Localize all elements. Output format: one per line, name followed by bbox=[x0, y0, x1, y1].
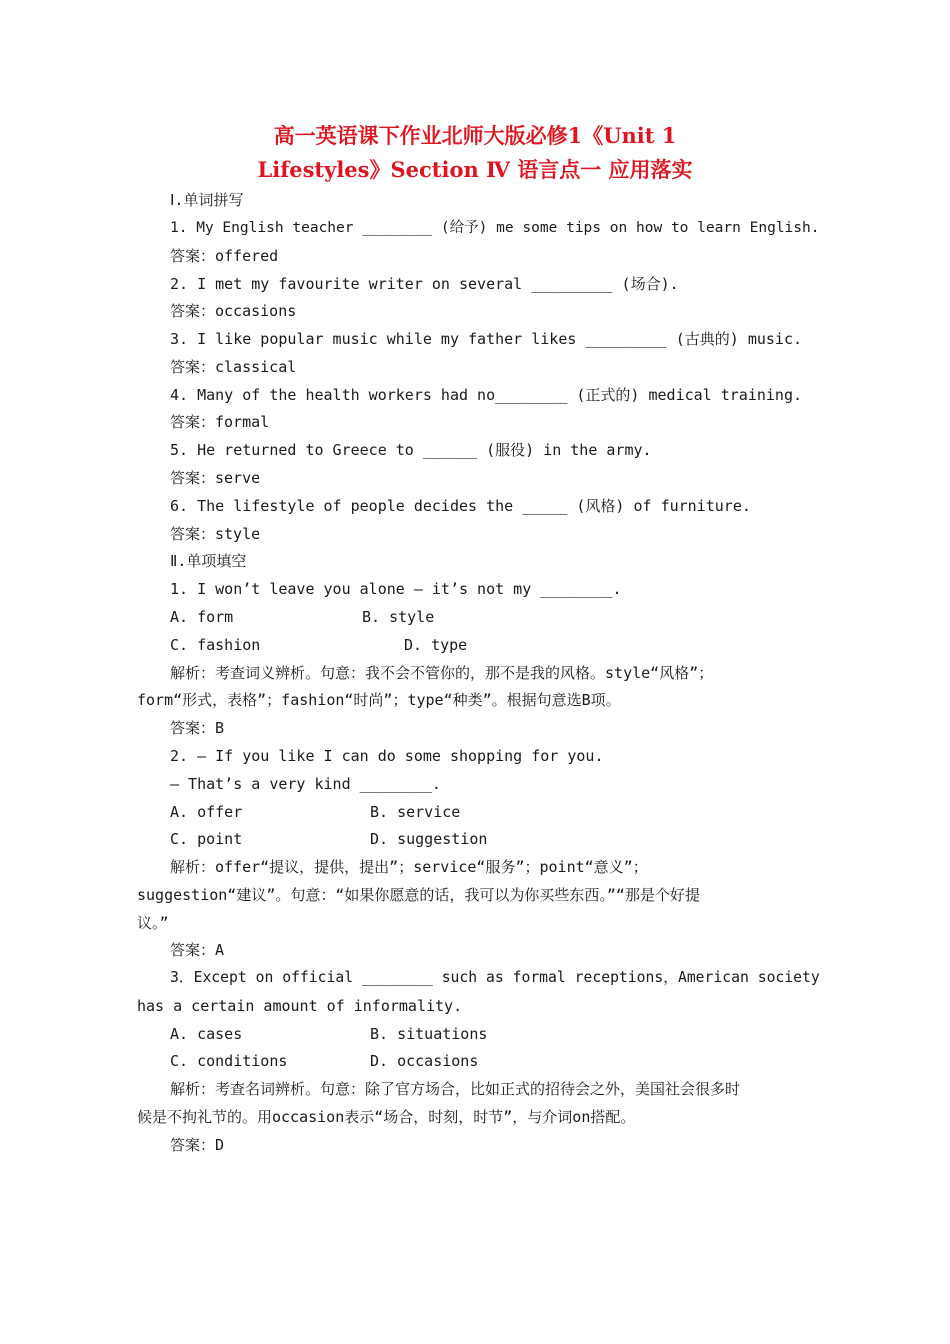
document-title-line1: 高一英语课下作业北师大版必修1《Unit 1 bbox=[273, 123, 677, 148]
s1-a2: 答案：occasions bbox=[170, 302, 297, 320]
s2-q3-answer: 答案：D bbox=[170, 1136, 225, 1154]
s2-q1-option-b: B. style bbox=[362, 608, 435, 626]
s1-q1: 1. My English teacher ________ (给予) me some tips on how to learn English. bbox=[170, 220, 820, 236]
s1-a1: 答案：offered bbox=[170, 247, 279, 265]
s2-q2-explanation-3: 议。” bbox=[137, 914, 169, 932]
s1-q6: 6. The lifestyle of people decides the _____ (风格) of furniture. bbox=[170, 497, 751, 515]
s1-a6: 答案：style bbox=[170, 525, 261, 543]
s2-q1-stem: 1. I won’t leave you alone — it’s not my ________. bbox=[170, 580, 622, 598]
s2-q3-explanation-2: 候是不拘礼节的。用occasion表示“场合，时刻，时节”，与介词on搭配。 bbox=[137, 1108, 636, 1126]
s2-q2-option-d: D. suggestion bbox=[370, 830, 488, 848]
s2-q2-explanation-1: 解析：offer“提议，提供，提出”；service“服务”；point“意义”； bbox=[170, 858, 648, 876]
s2-q2-stem-1: 2. — If you like I can do some shopping for you. bbox=[170, 747, 604, 765]
s2-q1-option-d: D. type bbox=[404, 636, 468, 654]
s1-a5: 答案：serve bbox=[170, 469, 261, 487]
s2-q2-option-c: C. point bbox=[170, 830, 243, 848]
s1-q2: 2. I met my favourite writer on several _________ (场合). bbox=[170, 275, 679, 293]
s1-a4: 答案：formal bbox=[170, 413, 270, 431]
s1-a3: 答案：classical bbox=[170, 358, 297, 376]
s2-q1-option-a: A. form bbox=[170, 608, 234, 626]
s2-q2-explanation-2: suggestion“建议”。句意：“如果你愿意的话，我可以为你买些东西。”“那是个好提 bbox=[137, 886, 700, 904]
s1-q3: 3. I like popular music while my father likes _________ (古典的) music. bbox=[170, 330, 802, 348]
section2-heading: Ⅱ.单项填空 bbox=[170, 552, 247, 570]
s2-q3-stem-2: has a certain amount of informality. bbox=[137, 997, 463, 1015]
s1-q4: 4. Many of the health workers had no________ (正式的) medical training. bbox=[170, 386, 802, 404]
s2-q3-option-b: B. situations bbox=[370, 1025, 488, 1043]
s1-q5: 5. He returned to Greece to ______ (服役) in the army. bbox=[170, 441, 652, 459]
s2-q1-option-c: C. fashion bbox=[170, 636, 261, 654]
s2-q2-option-b: B. service bbox=[370, 803, 461, 821]
s2-q1-answer: 答案：B bbox=[170, 719, 225, 737]
document-title-line2: Lifestyles》Section Ⅳ 语言点一 应用落实 bbox=[257, 157, 693, 182]
s2-q3-stem-1: 3．Except on official ________ such as formal receptions，American society bbox=[170, 969, 820, 986]
section1-heading: Ⅰ.单词拼写 bbox=[170, 191, 244, 209]
s2-q3-option-c: C. conditions bbox=[170, 1052, 288, 1070]
s2-q2-option-a: A. offer bbox=[170, 803, 243, 821]
s2-q2-answer: 答案：A bbox=[170, 941, 225, 959]
s2-q1-explanation-2: form“形式，表格”；fashion“时尚”；type“种类”。根据句意选B项。 bbox=[137, 691, 621, 709]
s2-q2-stem-2: — That’s a very kind ________. bbox=[170, 775, 441, 793]
s2-q3-explanation-1: 解析：考查名词辨析。句意：除了官方场合，比如正式的招待会之外，美国社会很多时 bbox=[170, 1080, 741, 1098]
s2-q3-option-d: D. occasions bbox=[370, 1052, 479, 1070]
s2-q3-option-a: A. cases bbox=[170, 1025, 243, 1043]
s2-q1-explanation-1: 解析：考查词义辨析。句意：我不会不管你的，那不是我的风格。style“风格”； bbox=[170, 664, 714, 682]
